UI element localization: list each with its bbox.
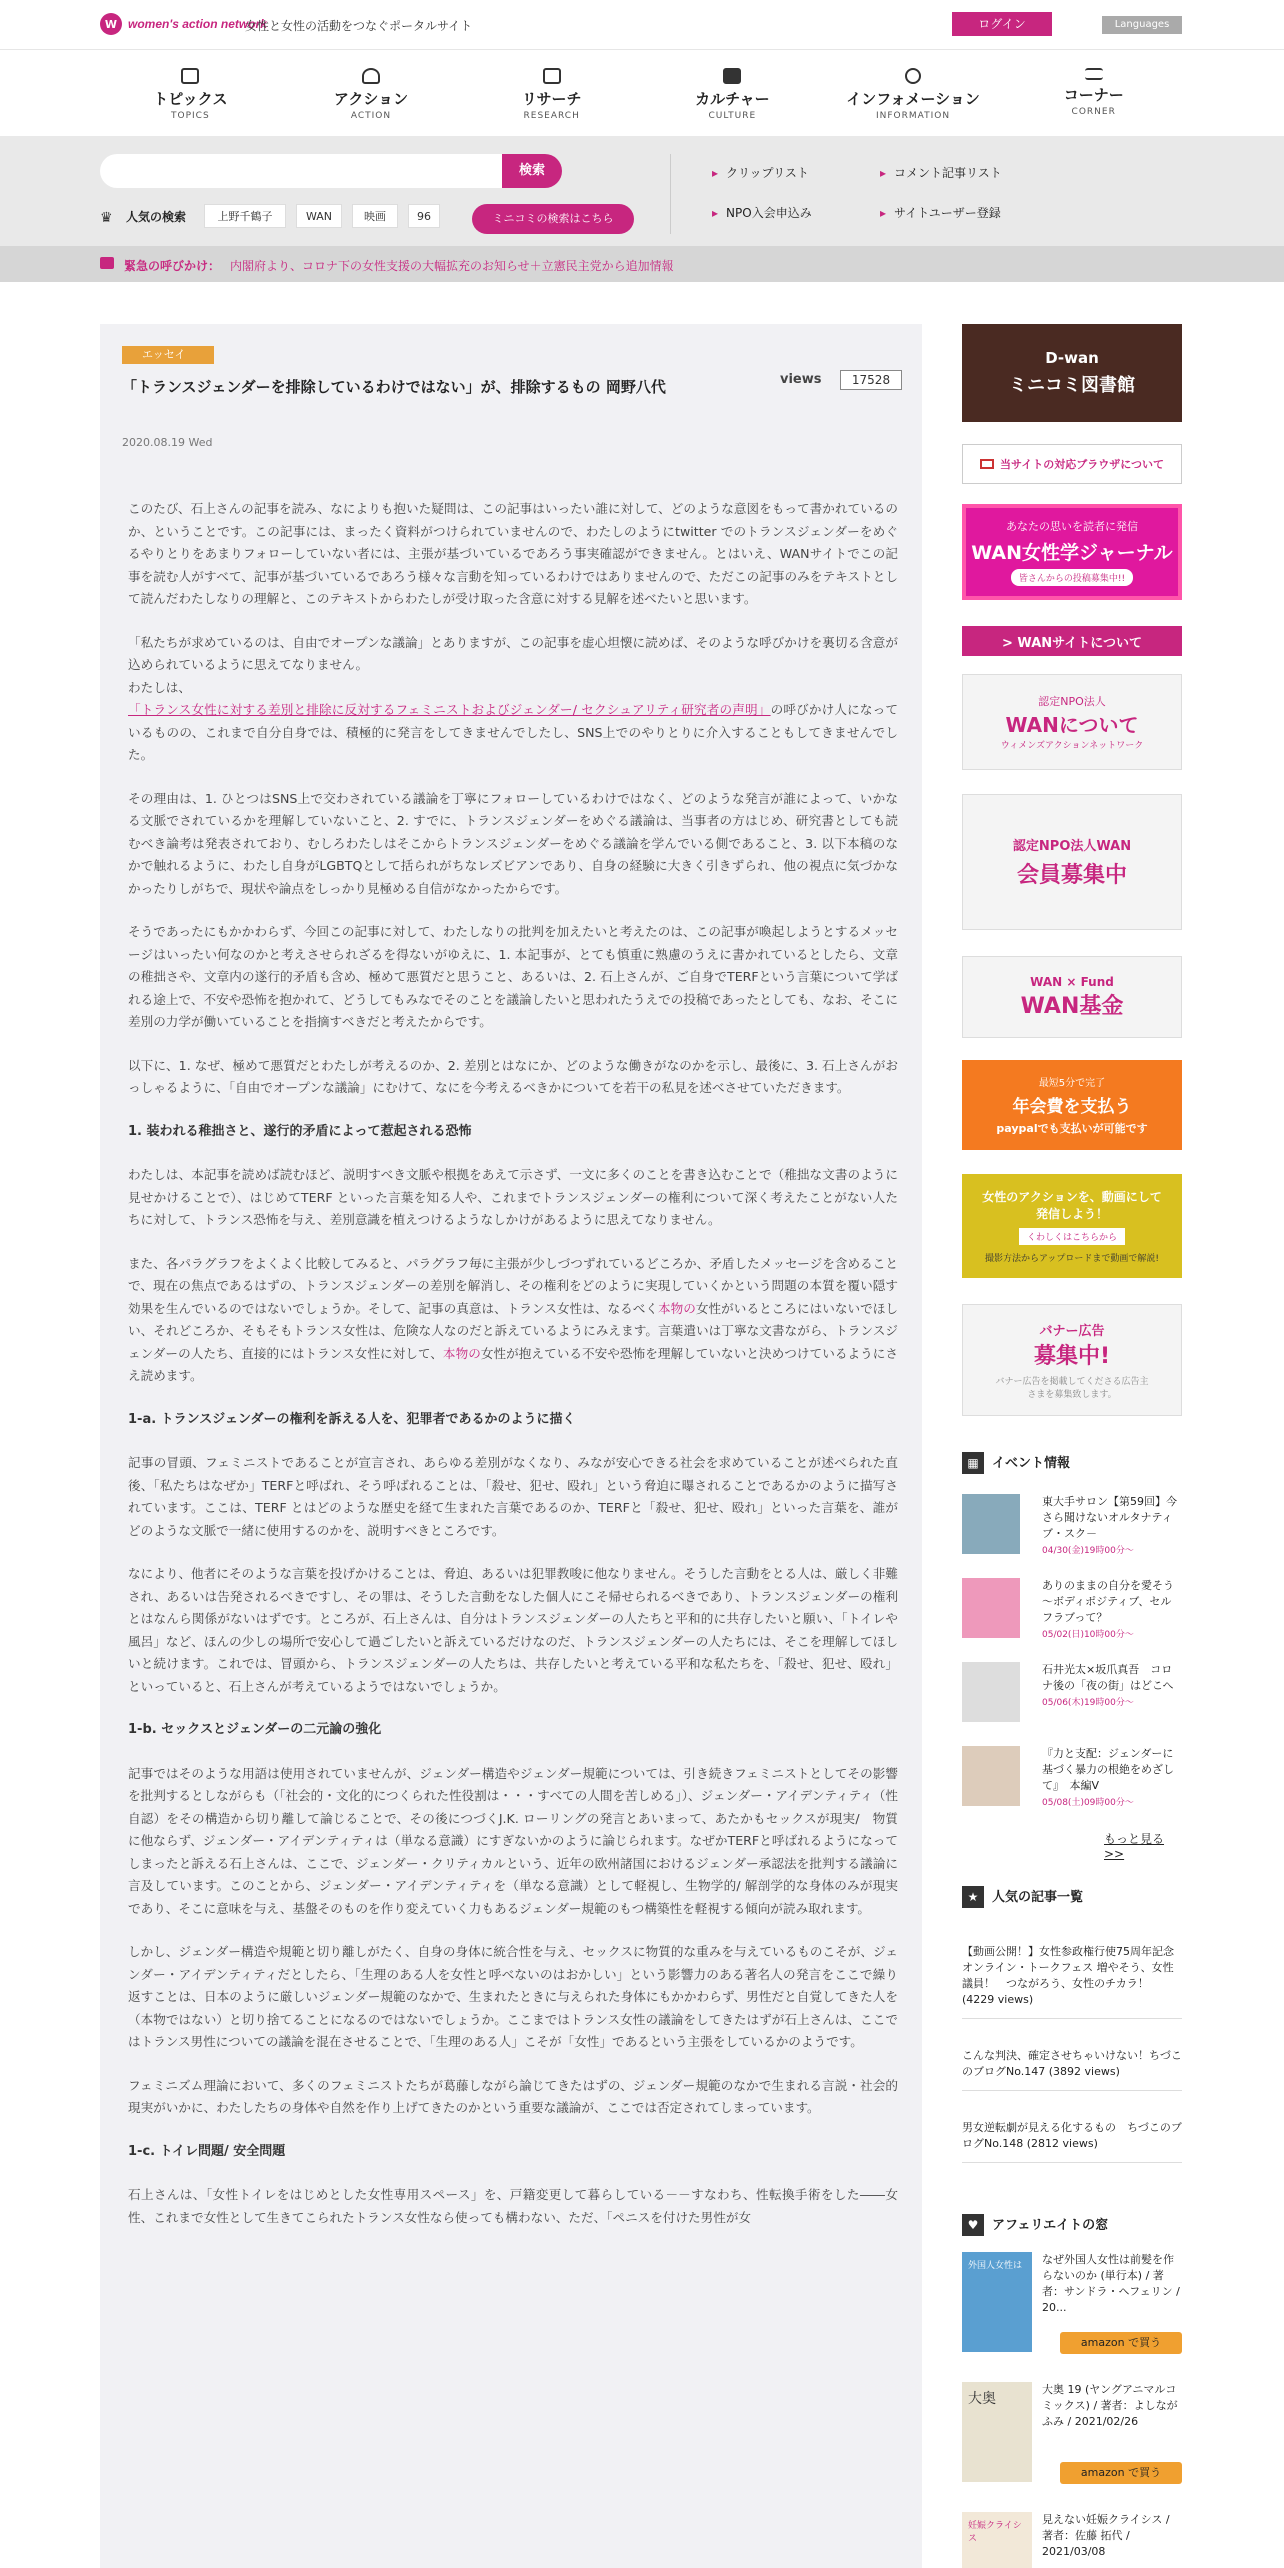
nav-sub: TOPICS: [171, 111, 210, 121]
heading-text: イベント情報: [992, 1456, 1071, 1471]
event-item[interactable]: [962, 1662, 1182, 1734]
keyword-tag[interactable]: 上野千鶴子: [204, 204, 286, 228]
dwan-banner[interactable]: [962, 324, 1182, 422]
link-label: 当サイトの対応ブラウザについて: [999, 458, 1164, 471]
nav-label: カルチャー: [695, 90, 770, 108]
views-label: views: [780, 372, 822, 387]
banner-title: D-wan: [1045, 349, 1099, 367]
nav-sub: INFORMATION: [875, 111, 951, 121]
nav-information[interactable]: [823, 56, 1004, 132]
urgent-alert-bar: [0, 246, 1284, 282]
event-item[interactable]: [962, 1746, 1182, 1818]
nav-sub: CULTURE: [708, 111, 757, 121]
book-title: 見えない妊娠クライシス / 著者：佐藤 拓代 / 2021/03/08: [1042, 2513, 1170, 2558]
minikomi-search-button[interactable]: ミニコミの検索はこちら: [472, 204, 634, 234]
banner-title: 会員募集中: [1016, 863, 1127, 888]
event-date: 05/06(木)19時00分～: [1042, 1698, 1134, 1708]
book-cover: [962, 2512, 1032, 2568]
book-title: 大奥 19 (ヤングアニマルコミックス) / 著者：よしながふみ / 2021/02/26: [1042, 2383, 1178, 2428]
nav-label: アクション: [333, 90, 409, 108]
event-title: 石井光太×坂爪真吾 コロナ後の「夜の街」はどこへ: [1042, 1663, 1174, 1692]
paragraph: 石上さんは、「女性トイレをはじめとした女性専用スペース」を、戸籍変更して暮らしている－－すなわち、性転換手術をした――女性、これまで女性として生きてこられたトランス女性なら使っても構わない、ただ、「ペニスを付けた男性が女: [128, 2187, 898, 2225]
wan-about-banner[interactable]: [962, 674, 1182, 770]
article: [100, 324, 922, 2568]
heading-text: アフェリエイトの窓: [992, 2218, 1109, 2233]
banner-top: 最短5分で完了: [1038, 1078, 1106, 1089]
text: 「私たちが求めているのは、自由でオープンな議論」とありますが、この記事を虚心坦懐に読めば、そのような呼びかけを裏切る含意が込められているように思えてなりません。: [128, 634, 898, 672]
event-item[interactable]: [962, 1494, 1182, 1566]
text: の呼びかけ人になっているものの、これまで自分自身では、積極的に発言をしてきませんでしたし、SNS上でのやりとりに介入することもしてきませんでした。: [128, 702, 899, 762]
banner-sub: ミニコミ図書館: [1009, 375, 1135, 396]
section-heading: 1-b. セックスとジェンダーの二元論の強化: [128, 1722, 382, 1737]
user-register-link[interactable]: ▸ サイトユーザー登録: [880, 204, 1001, 221]
nav-label: リサーチ: [521, 90, 582, 108]
search-button[interactable]: 検索: [502, 154, 562, 188]
article-body: [128, 498, 898, 2250]
paragraph: フェミニズム理論において、多くのフェミニストたちが葛藤しながら論じてきたはずの、ジェンダー規範のなかで生まれる言説・社会的現実がいかに、わたしたちの身体や自然を作り上げてきたのかという重要な議論が、ここでは否定されてしまっています。: [128, 2077, 898, 2115]
chat-icon: [181, 68, 199, 84]
nav-sub: RESEARCH: [523, 111, 580, 121]
banner-button: くわしくはこちらから: [1019, 1228, 1125, 1245]
article-title: 「トランスジェンダーを排除しているわけではない」が、排除するもの 岡野八代: [122, 378, 666, 396]
nav-research[interactable]: [461, 56, 642, 132]
action-icon: [362, 68, 380, 84]
book-cover: [962, 2252, 1032, 2352]
event-thumbnail: [962, 1746, 1020, 1806]
crown-icon: ♛: [100, 210, 113, 226]
banner-ad-recruit[interactable]: [962, 1304, 1182, 1416]
text: わたしは、: [128, 679, 191, 695]
heading-text: 人気の記事一覧: [992, 1890, 1084, 1905]
main-nav: [100, 56, 1184, 132]
member-recruit-banner[interactable]: [962, 794, 1182, 930]
banner-sub: 皆さんからの投稿募集中!!: [1011, 569, 1133, 586]
banner-title: WAN基金: [1020, 993, 1124, 1019]
cover-text: 大奥: [968, 2391, 996, 2407]
keyword-tag[interactable]: 96: [408, 204, 440, 228]
event-date: 04/30(金)19時00分～: [1042, 1546, 1134, 1556]
banner-top: 認定NPO法人: [1038, 695, 1106, 708]
alert-link[interactable]: 内閣府より、コロナ下の女性支援の大幅拡充のお知らせ＋立憲民主党から追加情報: [230, 259, 674, 273]
category-tag[interactable]: エッセイ: [122, 346, 214, 364]
popular-article-link[interactable]: 男女逆転劇が見える化するもの ちづこのブログNo.148 (2812 views): [962, 2120, 1182, 2163]
banner-title: WANについて: [1005, 713, 1139, 737]
languages-button[interactable]: Languages: [1102, 16, 1182, 34]
login-button[interactable]: ログイン: [952, 12, 1052, 36]
event-date: 05/02(日)10時00分～: [1042, 1630, 1134, 1640]
search-band: [0, 136, 1284, 246]
nav-label: インフォメーション: [846, 90, 980, 108]
annual-fee-banner[interactable]: [962, 1060, 1182, 1150]
top-bar: [0, 0, 1284, 50]
event-thumbnail: [962, 1578, 1020, 1638]
affiliate-item[interactable]: [962, 2382, 1182, 2492]
banner-title: 募集中!: [1033, 1344, 1111, 1369]
statement-link[interactable]: 「トランス女性に対する差別と排除に反対するフェミニストおよびジェンダー/ セクシュアリティ研究者の声明」: [128, 702, 771, 717]
journal-banner[interactable]: [962, 504, 1182, 600]
views-count: 17528: [840, 370, 902, 390]
banner-sub: 撮影方法からアップロードまで動画で解説!: [985, 1254, 1159, 1264]
nav-action[interactable]: [281, 56, 462, 132]
text: 女性が抱えている不安や恐怖を理解していないと決めつけているようにさえ読めます。: [128, 1345, 899, 1383]
affiliate-item[interactable]: [962, 2512, 1182, 2568]
star-icon: ★: [962, 1886, 984, 1908]
paragraph: なにより、他者にそのような言葉を投げかけることは、脅迫、あるいは犯罪教唆に他なりません。そうした言動をとる人は、厳しく非難され、あるいは告発されるべきですし、その罪は、そうした言動をなした個人にこそ帰せられるべきであり、トランスジェンダーの権利とはなんら関係がないはずです。ところが、石上さんは、自分はトランスジェンダーの人たちと平和的に共存したいと願い、「トイレや風呂」など、ほんの少しの場所で安心して過ごしたいと訴えているだけなのだ、トランスジェンダーの人たちには、そこを理解してほしいと続けます。これでは、冒頭から、トランスジェンダーの人たちは、共存したいと考えている平和な私たちを、「殺せ、犯せ、殴れ」といっていると、石上さんが考えているようではないでしょうか。: [128, 1566, 898, 1694]
info-icon: [905, 68, 921, 84]
logo-text: women's action network: [128, 17, 267, 31]
monitor-icon: [980, 459, 994, 469]
banner-top: WAN × Fund: [1030, 974, 1114, 989]
book-title: なぜ外国人女性は前髪を作らないのか (単行本) / 著者：サンドラ・ヘフェリン / 20...: [1042, 2253, 1180, 2314]
npo-join-link[interactable]: ▸ NPO入会申込み: [712, 204, 812, 221]
cover-text: 妊娠クライシス: [968, 2521, 1022, 2544]
section-heading: 1. 装われる稚拙さと、遂行的矛盾によって惹起される恐怖: [128, 1123, 472, 1139]
paragraph: 記事の冒頭、フェミニストであることが宣言され、あらゆる差別がなくなり、みなが安心できる社会を求めていることが述べられた直後、「私たちはなぜか」TERFと呼ばれ、そう呼ばれることは、「殺せ、犯せ、殴れ」という脅迫に曝されることであるかのように描写されています。ここは、TERF とはどのような歴史を経て生まれた言葉であるのか、TERFと「殺せ、犯せ、殴れ」といった言葉を、誰がどのような文脈で一緒に使用するのかを、説明すべきところです。: [128, 1455, 898, 1538]
site-logo[interactable]: [100, 10, 267, 38]
event-title: 東大手サロン【第59回】今さら聞けないオルタナティブ・スク－: [1042, 1495, 1177, 1540]
about-wan-button[interactable]: > WANサイトについて: [962, 626, 1182, 656]
emphasis: 本物の: [442, 1345, 481, 1361]
paragraph: しかし、ジェンダー構造や規範と切り離しがたく、自身の身体に統合性を与え、セックスに物質的な重みを与えているものこそが、ジェンダー・アイデンティティだとしたら、「生理のある人を女性と呼べないのはおかしい」という影響力のある著名人の発言をここで繰り返すことは、日本のように厳しいジェンダー規範のなかで、生まれたときに与えられた身体にもかかわらず、男性だと自覚してきた人を（本物ではない）と切り捨てることになるのではないでしょうか。ここまではトランス女性の議論をしてきたはずが石上さんは、ここではトランス男性についての議論を混在させることで、「生理のある人」こそが「女性」であるという主張をしているかのようです。: [128, 1944, 898, 2049]
event-thumbnail: [962, 1662, 1020, 1722]
nav-sub: CORNER: [1071, 107, 1116, 117]
book-icon: [723, 68, 741, 84]
keyword-tag[interactable]: 映画: [352, 204, 398, 228]
book-cover: [962, 2382, 1032, 2482]
event-item[interactable]: [962, 1578, 1182, 1650]
banner-title: 女性のアクションを、動画にして発信しよう！: [982, 1190, 1162, 1221]
wan-logo-icon: W: [100, 13, 122, 35]
banner-title: 年会費を支払う: [1012, 1097, 1132, 1117]
events-heading: [962, 1452, 1182, 1476]
text: また、各パラグラフをよくよく比較してみると、パラグラフ毎に主張が少しづつずれているどころか、矛盾したメッセージを含めることで、現在の焦点であるはずの、トランスジェンダーの差別を解消し、その権利をどのように実現していくかという問題の本質を覆い隠す効果を生んでいるのではないでしょうか。そして、記事の真意は、トランス女性は、なるべく: [128, 1255, 898, 1316]
megaphone-icon: [100, 257, 114, 269]
amazon-buy-button[interactable]: amazon で買う: [1060, 2332, 1182, 2354]
wan-fund-banner[interactable]: [962, 956, 1182, 1038]
banner-top: あなたの思いを読者に発信: [1006, 520, 1138, 533]
article-date: 2020.08.19 Wed: [122, 436, 213, 449]
popular-search-label: 人気の検索: [126, 210, 187, 224]
keyword-tag[interactable]: WAN: [296, 204, 342, 228]
section-heading: 1-c. トイレ問題/ 安全問題: [128, 2143, 286, 2159]
popular-article-link[interactable]: 【動画公開！】女性参政権行使75周年記念 オンライン・トークフェス 増やそう、女性議員！ つながろう、女性のチカラ！ (4229 views): [962, 1944, 1182, 2019]
paragraph: [128, 1253, 898, 1388]
comment-list-link[interactable]: ▸ コメント記事リスト: [880, 164, 1002, 181]
event-date: 05/08(土)09時00分～: [1042, 1798, 1134, 1808]
banner-title: WAN女性学ジャーナル: [971, 542, 1173, 564]
browser-info-link[interactable]: [962, 444, 1182, 484]
nav-sub: ACTION: [350, 111, 392, 121]
event-title: 『力と支配：ジェンダーに基づく暴力の根絶をめざして』 本編V: [1042, 1747, 1174, 1792]
search-input[interactable]: [100, 154, 504, 188]
nav-label: コーナー: [1063, 86, 1124, 104]
paragraph: わたしは、本記事を読めば読むほど、説明すべき文脈や根拠をあえて示さず、一文に多くのことを書き込むことで（稚拙な文書のように見せかけることで）、はじめてTERF といった言葉を知る人や、これまでトランスジェンダーの権利について深く考えたことがない人たちに対して、トランス恐怖を与え、差別意識を植えつけるようなしかけがあるように思えてなりません。: [128, 1167, 898, 1227]
paragraph: そうであったにもかかわらず、今回この記事に対して、わたしなりの批判を加えたいと考えたのは、この記事が喚起しようとするメッセージはいったい何なのかと考えさせられざるを得ないがゆえに、1. 本記事が、とても慎重に熟慮のうえに書かれているとしたら、文章の稚拙さや、文章内の遂行的矛盾も含め、極めて悪質だと思うこと、あるいは、2. 石上さんが、ご自身でTERFという言葉について学ばれる途上で、不安や恐怖を抱かれて、どうしてもみなでそのことを議論したいと思われたうえでの投稿であったとしても、なお、そこに差別の力学が働いていることを指摘すべきだと考えたからです。: [128, 924, 898, 1029]
affiliate-item[interactable]: [962, 2252, 1182, 2362]
clip-list-link[interactable]: ▸ クリップリスト: [712, 164, 809, 181]
event-title: ありのままの自分を愛そう～ボディポジティブ、セルフラブって？: [1042, 1579, 1174, 1624]
popular-heading: [962, 1886, 1182, 1910]
paragraph: その理由は、1. ひとつはSNS上で交わされている議論を丁寧にフォローしているわけではなく、どのような発言が誰によって、いかなる文脈でされているかを理解していないこと、2. すでに、トランスジェンダーをめぐる議論は、当事者の方はじめ、研究書としても読むべき論考は発表されており、むしろわたしはそこからトランスジェンダーをめぐる議論を学んでいる側であること、3. 以下本稿のなかで触れるように、わたし自身がLGBTQとして括られがちなレズビアンであり、自身の経験に大きく引きずられ、他の視点に気づかなかったりしがちで、現状や論点をしっかり見極める自信がなかったからです。: [128, 790, 898, 896]
emphasis: 本物の: [658, 1300, 696, 1316]
nav-topics[interactable]: [100, 56, 281, 132]
amazon-buy-button[interactable]: amazon で買う: [1060, 2462, 1182, 2484]
site-tagline: 女性と女性の活動をつなぐポータルサイト: [245, 19, 473, 33]
banner-sub: paypalでも支払いが可能です: [996, 1122, 1148, 1135]
nav-label: トピックス: [153, 90, 228, 108]
video-action-banner[interactable]: [962, 1174, 1182, 1278]
banner-sub: ウィメンズアクションネットワーク: [1000, 741, 1144, 751]
calendar-icon: ▦: [962, 1452, 984, 1474]
banner-top: バナー広告: [1039, 1324, 1105, 1339]
paragraph: [128, 632, 898, 767]
paragraph: 以下に、1. なぜ、極めて悪質だとわたしが考えるのか、2. 差別とはなにか、どのような働きがなのかを示し、最後に、3. 石上さんがおっしゃるように、「自由でオープンな議論」にむけて、なにを今考えるべきかについてを若干の私見を述べさせていただきます。: [128, 1057, 898, 1095]
paragraph: 記事ではそのような用語は使用されていませんが、ジェンダー構造やジェンダー規範については、引き続きフェミニストとしてその影響を批判するとしながらも（「社会的・文化的につくられた性役割は・・・すべての人間を苦しめる」）、ジェンダー・アイデンティティ（性自認）をその構造から切り離して論じることで、その後につづくJ.K. ローリングの発言とあいまって、あたかもセックスが現実/ 物質に他ならず、ジェンダー・アイデンティティは（単なる意識）にすぎないかのように論じられます。なぜかTERFと呼ばれるようになってしまったと訴える石上さんは、ここで、ジェンダー・クリティカルという、近年の欧州諸国におけるジェンダー承認法を批判する議論に言及しています。このことから、ジェンダー・アイデンティティを（単なる意識）として軽視し、生物学的/ 解剖学的な身体のみが現実であり、そこに意味を与え、基盤そのものを作り変えていく力もあるジェンダー規範のもつ構築性を軽視する傾向が読み取れます。: [128, 1765, 898, 1916]
section-heading: 1-a. トランスジェンダーの権利を訴える人を、犯罪者であるかのように描く: [128, 1411, 576, 1427]
alert-label: 緊急の呼びかけ：: [124, 259, 221, 273]
event-thumbnail: [962, 1494, 1020, 1554]
text: 女性がいるところにはいないでほしい、それどころか、そもそもトランス女性は、危険な人なのだと訴えているようにみえます。言葉遣いは丁寧な文書ながら、トランスジェンダーの人たち、直接的にはトランス女性に対して、: [128, 1300, 899, 1361]
cover-text: 外国人女性は: [968, 2261, 1023, 2271]
events-more-link[interactable]: もっと見る >>: [1104, 1832, 1165, 1861]
nav-culture[interactable]: [642, 56, 823, 132]
nav-corner[interactable]: [1003, 56, 1184, 132]
paragraph: このたび、石上さんの記事を読み、なによりも抱いた疑問は、この記事はいったい誰に対して、どのような意図をもって書かれているのか、ということです。この記事には、まったく資料がつけられていませんので、わたしのようにtwitter でのトランスジェンダーをめぐるやりとりをあまりフォローしていない者には、主張が基づいているであろう事実確認ができません。とはいえ、WANサイトでこの記事を読む人がすべて、記事が基づいているであろう様々な言動を知っているわけではありませんので、ただこの記事のみをテキストとして読んだわたしなりの理解と、このテキストからわたしが受け取った含意に対する見解を述べたいと思います。: [128, 501, 898, 606]
heart-icon: ♥: [962, 2214, 984, 2236]
affiliate-heading: [962, 2214, 1182, 2238]
menu-icon: [1085, 68, 1103, 80]
banner-top: 認定NPO法人WAN: [1012, 839, 1132, 854]
popular-article-link[interactable]: こんな判決、確定させちゃいけない！ちづこのブログNo.147 (3892 views): [962, 2048, 1182, 2091]
divider: [670, 154, 671, 234]
banner-sub: バナー広告を掲載してくださる広告主さまを募集致します。: [995, 1377, 1149, 1400]
research-icon: [543, 68, 561, 84]
